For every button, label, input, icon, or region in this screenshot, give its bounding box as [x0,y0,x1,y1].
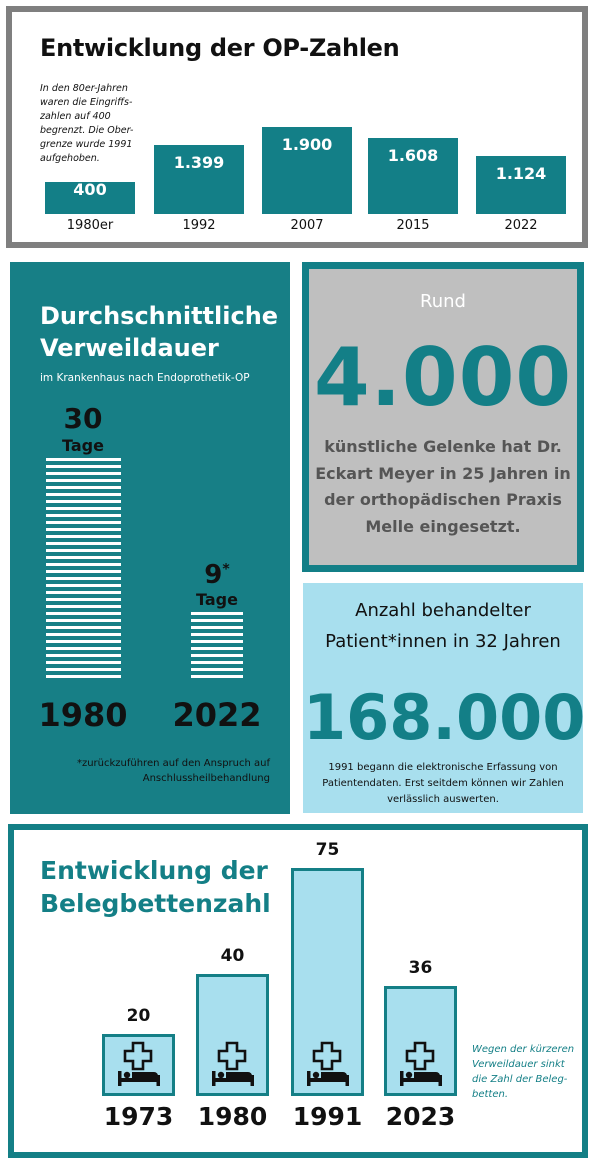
joints-number: 4.000 [313,331,573,424]
stay-bar-chart [10,262,290,814]
op-bar-category: 2022 [504,218,538,233]
beds-year-label: 2023 [385,1102,456,1131]
stay-duration-panel [10,262,290,814]
beds-value-label: 40 [220,945,245,966]
op-bar-category: 2015 [396,218,430,233]
op-bar-chart [12,12,582,242]
op-bar [476,156,566,214]
patients-title: Anzahl behandelter Patient*innen in 32 Jahren [325,600,561,652]
op-bar [368,138,458,214]
joints-panel [302,262,584,572]
joints-text: künstliche Gelenke hat Dr. Eckart Meyer in 25 Jahren in der orthopädischen Praxis Melle eingesetzt. [315,437,571,536]
beds-year-label: 1991 [292,1102,363,1131]
beds-bar-chart [14,830,582,1152]
beds-value-label: 36 [408,957,433,978]
patients-panel [303,583,586,813]
beds-note: Wegen der kürzeren Verweildauer sinkt die Zahl der Beleg-betten. [472,1044,575,1100]
stay-bar [46,458,121,678]
beds-year-label: 1973 [103,1102,174,1131]
beds-value-label: 20 [126,1006,151,1026]
patients-number: 168.000 [303,681,586,754]
op-bar [262,127,352,214]
op-bar-value: 1.399 [173,153,225,173]
bed-with-cross-icon [397,1041,445,1087]
op-chart-title: Entwicklung der OP-Zahlen [40,34,400,62]
op-bar-category: 2007 [290,218,324,233]
bed-with-cross-icon [304,1041,352,1087]
stay-title: Durchschnittliche Verweildauer [40,302,279,362]
op-bar-value: 1.900 [281,135,333,154]
stay-subtitle: im Krankenhaus nach Endoprothetik-OP [40,372,250,384]
stay-footnote: *zurückzuführen auf den Anspruch auf Anschlussheilbehandlung [76,758,270,784]
op-numbers-panel [6,6,588,248]
stay-bar [191,612,243,678]
beds-year-label: 1980 [197,1102,268,1131]
beds-bar [196,974,269,1096]
beds-bar [291,868,364,1096]
beds-bar [102,1034,175,1096]
beds-title: Entwicklung der Belegbettenzahl [40,856,271,918]
stay-year-label: 1980 [38,696,128,734]
stay-unit-label: Tage [196,590,238,609]
op-chart-note: In den 80er-Jahren waren die Eingriffs-zahlen auf 400 begrenzt. Die Ober-grenze wurde 1991 aufgehoben. [40,83,134,164]
stay-year-label: 2022 [172,696,262,734]
joints-box [309,269,577,565]
bed-with-cross-icon [209,1041,257,1087]
op-bar-value: 400 [73,180,107,200]
op-bar [154,145,244,214]
bed-with-cross-icon [115,1041,163,1087]
patients-note: 1991 begann die elektronische Erfassung von Patientendaten. Erst seitdem können wir Zahlen verlässlich auswerten. [322,762,564,805]
stay-value-label: 30 [63,402,103,435]
op-bar-category: 1980er [66,218,114,233]
beds-bar [384,986,457,1096]
stay-unit-label: Tage [62,436,104,455]
op-bar-value: 1.124 [495,163,547,183]
op-bar [45,182,135,214]
stay-value-label: 9* [204,560,230,590]
op-bar-value: 1.608 [387,145,439,165]
op-bar-category: 1992 [182,218,216,233]
beds-value-label: 75 [315,840,340,860]
beds-panel [8,824,588,1158]
joints-intro: Rund [420,291,466,312]
